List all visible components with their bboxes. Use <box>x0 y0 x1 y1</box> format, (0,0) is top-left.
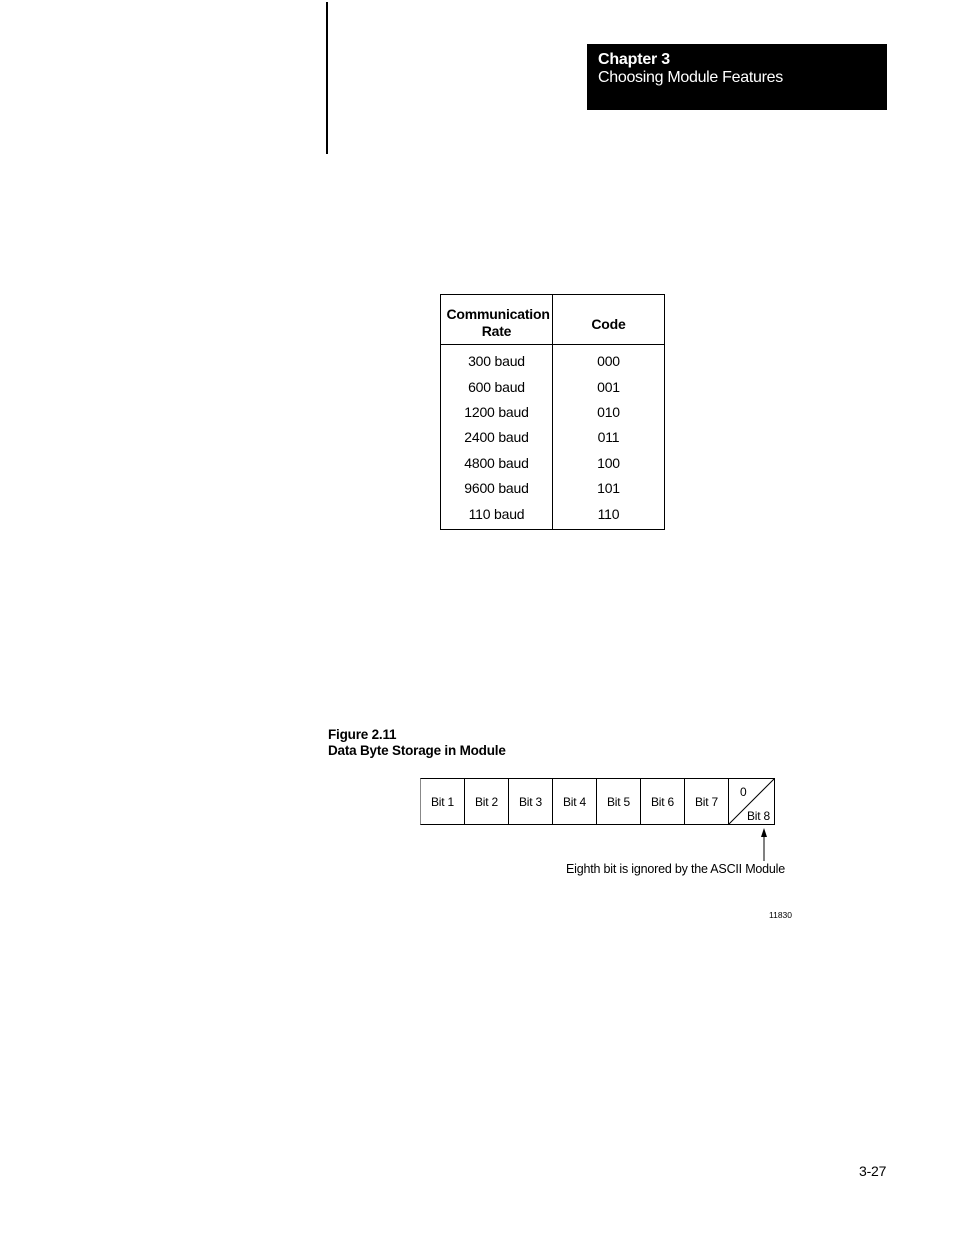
bit-cell-3: Bit 3 <box>509 779 553 824</box>
table-header-row <box>441 295 665 345</box>
chapter-header <box>587 44 887 110</box>
bit-cell-4: Bit 4 <box>553 779 597 824</box>
table-row <box>441 451 665 476</box>
code-cell: 000 <box>597 353 620 370</box>
margin-rule <box>326 2 328 154</box>
table-row <box>441 374 665 399</box>
bit-cell-6: Bit 6 <box>641 779 685 824</box>
data-byte-diagram <box>420 778 775 825</box>
arrow-up-icon <box>757 828 771 862</box>
chapter-title: Choosing Module Features <box>598 69 783 86</box>
rate-cell: 600 baud <box>441 374 553 399</box>
table-row <box>441 425 665 450</box>
bit-cell-7: Bit 7 <box>685 779 729 824</box>
bit-cell-2: Bit 2 <box>465 779 509 824</box>
code-cell: 001 <box>597 378 620 395</box>
table-row <box>441 476 665 501</box>
table-row <box>441 345 665 375</box>
bit8-note: Eighth bit is ignored by the ASCII Module <box>566 862 786 876</box>
rate-cell: 300 baud <box>441 345 553 375</box>
code-cell: 101 <box>597 480 620 497</box>
page-number: 3-27 <box>859 1163 887 1179</box>
rate-cell: 1200 baud <box>441 400 553 425</box>
header-code: Code <box>553 295 665 345</box>
communication-rate-table <box>440 294 665 530</box>
chapter-number: Chapter 3 <box>598 51 670 68</box>
code-cell: 010 <box>597 403 620 420</box>
bit-cell-1: Bit 1 <box>421 779 465 824</box>
code-cell: 011 <box>597 429 620 446</box>
rate-cell: 110 baud <box>441 501 553 529</box>
rate-cell: 4800 baud <box>441 451 553 476</box>
bit-cell-8 <box>729 779 774 824</box>
figure-number: Figure 2.11 <box>328 727 397 742</box>
code-cell: 100 <box>597 454 620 471</box>
table-row <box>441 400 665 425</box>
figure-title: Data Byte Storage in Module <box>328 743 506 758</box>
code-cell: 110 <box>597 505 620 522</box>
bit8-label: Bit 8 <box>746 809 770 823</box>
figure-id: 11830 <box>769 910 793 920</box>
table-row <box>441 501 665 529</box>
rate-cell: 2400 baud <box>441 425 553 450</box>
bit8-value: 0 <box>740 785 747 799</box>
figure-caption <box>328 727 506 759</box>
bit-cell-5: Bit 5 <box>597 779 641 824</box>
header-communication-rate: Communication Rate <box>441 295 553 345</box>
rate-cell: 9600 baud <box>441 476 553 501</box>
